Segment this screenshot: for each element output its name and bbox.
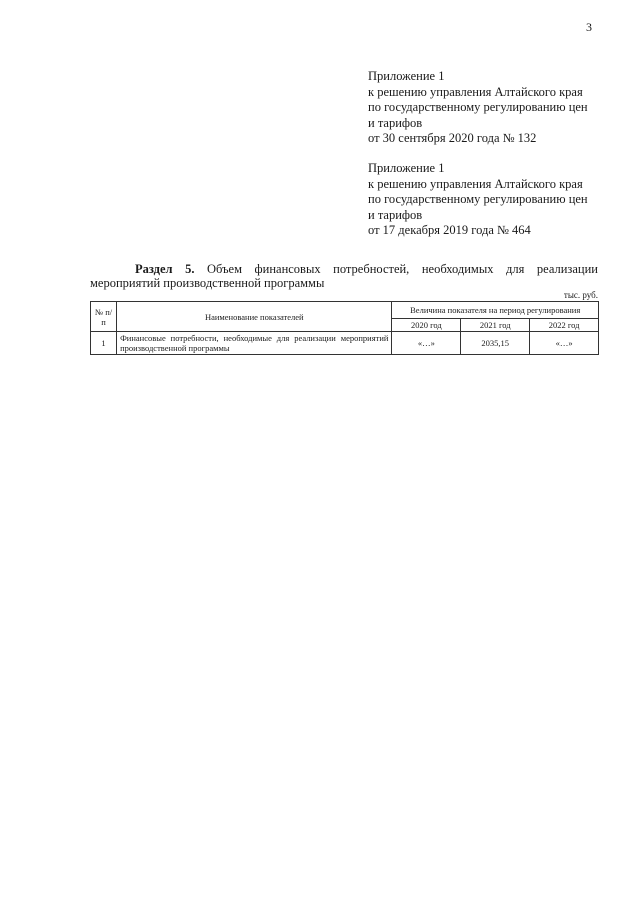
appendix-block-current [368,69,628,147]
header-year-2022: 2022 год [530,319,599,332]
row-name: Финансовые потребности, необходимые для реализации мероприятий производственной программы [117,332,392,355]
appendix-line: и тарифов [368,207,423,222]
appendix-line: Приложение 1 [368,161,445,175]
appendix-block-original [368,161,628,239]
table-row [91,332,599,355]
appendix-line: Приложение 1 [368,69,445,83]
row-value-2022: «…» [530,332,599,355]
header-name: Наименование показателей [117,302,392,332]
page-number: 3 [586,20,592,34]
section-label: Раздел 5. [135,262,195,276]
header-period: Величина показателя на период регулирования [392,302,599,319]
row-num: 1 [91,332,117,355]
section-title-part1: Объем финансовых потребностей, необходимых для реализации [207,262,598,276]
section-title-part2: мероприятий производственной программы [90,276,325,290]
header-year-2020: 2020 год [392,319,461,332]
appendix-line: к решению управления Алтайского края [368,176,583,191]
financial-needs-table [90,301,599,355]
header-num: № п/п [91,302,117,332]
section-heading [90,262,598,290]
section-heading-line1 [90,262,598,276]
header-year-2021: 2021 год [461,319,530,332]
row-value-2020: «…» [392,332,461,355]
row-value-2021: 2035,15 [461,332,530,355]
appendix-line: и тарифов [368,115,423,130]
appendix-line: от 17 декабря 2019 года № 464 [368,223,531,237]
appendix-line: к решению управления Алтайского края [368,84,583,99]
appendix-line: по государственному регулированию цен [368,100,588,114]
units-label: тыс. руб. [563,290,598,300]
appendix-line: от 30 сентября 2020 года № 132 [368,131,537,145]
appendix-line: по государственному регулированию цен [368,192,588,206]
